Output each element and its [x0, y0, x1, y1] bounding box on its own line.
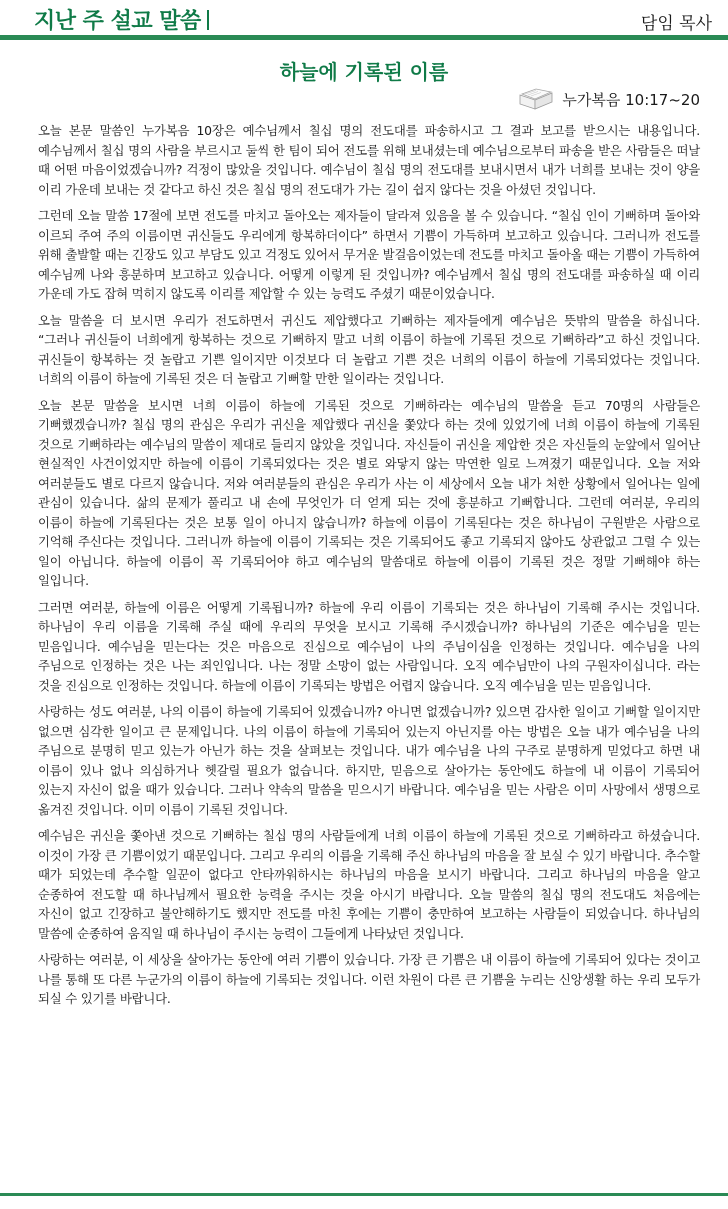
section-title [34, 4, 209, 35]
paragraph: 사랑하는 성도 여러분, 나의 이름이 하늘에 기록되어 있겠습니까? 아니면 없겠습니까? 있으면 감사한 일이고 기뻐할 일이지만 없으면 심각한 일이고 큰 문제입니다. 나의 이름이 하늘에 기록되어 있는지 아닌지를 아는 방법은 오늘 내가 예수님을 나의 주님으로 분명히 믿고 있는가 아닌가 하는 것을 살펴보는 것입니다. 내가 예수님을 나의 구주로 분명하게 믿었다고 하면 내 이름이 있나 없나 의심하거나 헷갈릴 필요가 없습니다. 하지만, 믿음으로 살아가는 동안에도 하늘에 내 이름이 기록되어 있는지 자신이 없을 때가 있습니다. 그러나 약속의 말씀을 믿으시기 바랍니다. 예수님을 믿는 사람은 이미 사망에서 생명으로 옮겨진 것입니다. 이미 이름이 기록된 것입니다. [38, 704, 700, 817]
paragraph: 그러면 여러분, 하늘에 이름은 어떻게 기록됩니까? 하늘에 우리 이름이 기록되는 것은 하나님이 기록해 주시는 것입니다. 하나님이 우리 이름을 기록해 주실 때에 우리의 무엇을 보시고 기록해 주시겠습니까? 하나님의 기준은 예수님을 믿는 믿음입니다. 예수님을 믿는다는 것은 마음으로 진심으로 예수님이 나의 주님이심을 인정하는 것입니다. 예수님을 나의 주님으로 인정하는 것은 나는 죄인입니다. 나는 정말 소망이 없는 사람입니다. 오직 예수님만이 나의 구원자이십니다. 라는 것을 진심으로 인정하는 것입니다. 하늘에 이름이 기록되는 방법은 어렵지 않습니다. 오직 예수님을 믿는 믿음입니다. [38, 599, 700, 693]
scripture-text: 누가복음 10:17~20 [562, 90, 700, 109]
footer-rule [0, 1193, 728, 1196]
sermon-body [38, 121, 700, 1016]
paragraph: 오늘 본문 말씀을 보시면 너희 이름이 하늘에 기록된 것으로 기뻐하라는 예수님의 말씀을 듣고 70명의 사람들은 기뻐했겠습니까? 칠십 명의 관심은 우리가 귀신을 제압했다 귀신을 쫓았다 하는 것에 있었기에 너희 이름이 하늘에 기록된 것으로 기뻐하라는 예수님의 말씀이 제대로 들리지 않았을 것입니다. 자신들이 귀신을 제압한 것은 자신들의 눈앞에서 일어난 현실적인 사건이었지만 하늘에 이름이 기록되었다는 것은 별로 와닿지 않는 막연한 일로 느껴졌기 때문입니다. 오늘 저와 여러분들도 별로 다르지 않습니다. 저와 여러분들의 관심은 우리가 사는 이 세상에서 오늘 내가 처한 상황에서 일어나는 일에 관심이 있습니다. 삶의 문제가 풀리고 내 손에 무엇인가 더 얻게 되는 것에 흥분하고 기뻐합니다. 그런데 여러분, 우리의 이름이 하늘에 기록된다는 것은 보통 일이 아니지 않습니까? 하늘에 이름이 기록된다는 것은 하나님이 구원받은 사람으로 기억해 주신다는 것입니다. 그러니까 하늘에 이름이 기록되는 것은 기록되어도 좋고 기록되지 않아도 상관없고 그럴 수 있는 일이 아닙니다. 하늘에 이름이 꼭 기록되어야 하고 예수님의 말씀대로 하늘에 이름이 기록된 것은 정말 기뻐해야 하는 일입니다. [38, 397, 700, 588]
scripture-reference [518, 88, 700, 110]
paragraph: 예수님은 귀신을 쫓아낸 것으로 기뻐하는 칠십 명의 사람들에게 너희 이름이 하늘에 기록된 것으로 기뻐하라고 하셨습니다. 이것이 가장 큰 기쁨이었기 때문입니다. 그리고 우리의 이름을 기록해 주신 하나님의 마음을 잘 보실 수 있기 바랍니다. 추수할 때가 되었는데 추수할 일꾼이 없다고 안타까워하시는 하나님의 마음을 보시기 바랍니다. 그리고 하나님의 마음을 알고 순종하여 전도할 때 하나님께서 필요한 능력을 주시는 것을 아시기 바랍니다. 오늘 말씀의 칠십 명의 전도대도 처음에는 자신이 없고 긴장하고 불안해하기도 했지만 전도를 마친 후에는 기쁨이 충만하여 보고하는 사람들이 되었습니다. 하나님의 말씀에 순종하여 움직일 때 하나님이 주시는 능력이 그들에게 나타났던 것입니다. [38, 828, 700, 941]
header-rule [0, 35, 728, 40]
title-separator [207, 10, 209, 30]
author-label: 담임 목사 [640, 14, 712, 34]
paragraph: 그런데 오늘 말씀 17절에 보면 전도를 마치고 돌아오는 제자들이 달라져 있음을 볼 수 있습니다. “칠십 인이 기뻐하며 돌아와 이르되 주여 주의 이름이면 귀신들도 우리에게 항복하더이다” 하면서 기쁨이 가득하며 보고하고 있습니다. 그러니까 전도를 위해 출발할 때는 긴장도 있고 부담도 있고 걱정도 있어서 무거운 발걸음이었는데 전도를 마치고 돌아올 때는 기쁨이 가득하여 예수님께 나와 흥분하며 보고하고 있습니다. 어떻게 이렇게 된 것입니까? 예수님께서 칠십 명의 전도대를 파송하실 때 이리 가운데 가도 잡혀 먹히지 않도록 이리를 제압할 수 있는 능력도 주셨기 때문이었습니다. [38, 208, 700, 301]
paragraph: 오늘 말씀을 더 보시면 우리가 전도하면서 귀신도 제압했다고 기뻐하는 제자들에게 예수님은 뜻밖의 말씀을 하십니다. “그러나 귀신들이 너희에게 항복하는 것으로 기뻐하지 말고 너희 이름이 하늘에 기록된 것으로 기뻐하라”고 하신 것입니다. 귀신들이 항복하는 것 놀랍고 기쁜 일이지만 이것보다 더 놀랍고 기쁜 것은 너희의 이름이 하늘에 기록되었다는 것입니다. 너희의 이름이 하늘에 기록된 것은 더 놀랍고 기뻐할 만한 일이라는 것입니다. [38, 312, 700, 386]
sermon-title: 하늘에 기록된 이름 [279, 60, 449, 84]
paragraph: 오늘 본문 말씀인 누가복음 10장은 예수님께서 칠십 명의 전도대를 파송하시고 그 결과 보고를 받으시는 내용입니다. 예수님께서 칠십 명의 사람을 부르시고 둘씩 한 팀이 되어 전도를 위해 보내셨는데 예수님으로부터 파송을 받은 사람들은 떠날 때 어떤 마음이었겠습니까? 걱정이 많았을 것입니다. 예수님이 칠십 명의 전도대를 보내시면서 내가 너희를 보내는 것이 양을 이리 가운데 보내는 것 같다고 하신 것은 칠십 명의 전도대가 가는 길이 쉽지 않다는 것을 아셨던 것입니다. [38, 123, 700, 197]
section-title-text: 지난 주 설교 말씀 [34, 9, 201, 34]
open-book-icon [518, 88, 554, 110]
paragraph: 사랑하는 여러분, 이 세상을 살아가는 동안에 여러 기쁨이 있습니다. 가장 큰 기쁨은 내 이름이 하늘에 기록되어 있다는 것이고 나를 통해 또 다른 누군가의 이름이 하늘에 기록되는 것입니다. 이런 차원이 다른 큰 기쁨을 누리는 신앙생활 하는 우리 모두가 되실 수 있기를 바랍니다. [38, 952, 700, 1006]
page-header [0, 0, 728, 36]
